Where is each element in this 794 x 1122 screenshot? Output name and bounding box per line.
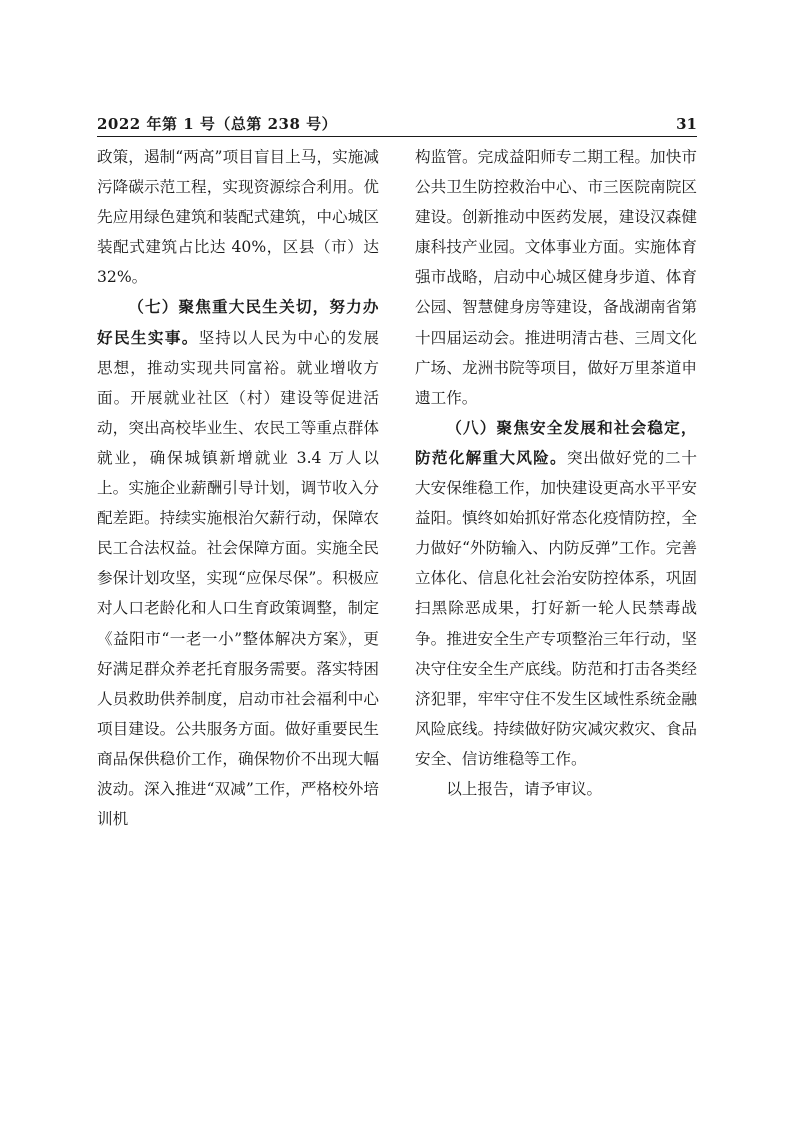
paragraph xyxy=(97,292,379,834)
section-heading: （七）聚焦重大民生关切，努力办好民生实事。 xyxy=(97,297,379,347)
header-divider xyxy=(97,136,697,137)
right-column xyxy=(415,142,697,804)
issue-label: 2022 年第 1 号（总第 238 号） xyxy=(97,115,338,133)
page-number: 31 xyxy=(676,115,697,133)
paragraph xyxy=(415,413,697,774)
paragraph: 政策，遏制“两高”项目盲目上马，实施减污降碳示范工程，实现资源综合利用。优先应用绿色建筑和装配式建筑，中心城区装配式建筑占比达 40%，区县（市）达32%。 xyxy=(97,148,379,287)
paragraph-body: 突出做好党的二十大安保维稳工作，加快建设更高水平平安益阳。慎终如始抓好常态化疫情防控，全力做好“外防输入、内防反弹”工作。完善立体化、信息化社会治安防控体系，巩固扫黑除恶成果，打好新一轮人民禁毒战争。推进安全生产专项整治三年行动，坚决守住安全生产底线。防范和打击各类经济犯罪，牢牢守住不发生区域性系统金融风险底线。持续做好防灾减灾救灾、食品安全、信访维稳等工作。 xyxy=(415,448,697,768)
left-column xyxy=(97,142,379,834)
paragraph: 构监管。完成益阳师专二期工程。加快市公共卫生防控救治中心、市三医院南院区建设。创新推动中医药发展，建设汉森健康科技产业园。文体事业方面。实施体育强市战略，启动中心城区健身步道、体育公园、智慧健身房等建设，备战湖南省第十四届运动会。推进明清古巷、三周文化广场、龙洲书院等项目，做好万里茶道申遗工作。 xyxy=(415,148,697,407)
paragraph-body: 坚持以人民为中心的发展思想，推动实现共同富裕。就业增收方面。开展就业社区（村）建设等促进活动，突出高校毕业生、农民工等重点群体就业，确保城镇新增就业 3.4 万人以上。实施企业薪酬引导计划，调节收入分配差距。持续实施根治欠薪行动，保障农民工合法权益。社会保障方面。实施全民参保计划攻坚，实现“应保尽保”。积极应对人口老龄化和人口生育政策调整，制定《益阳市“一老一小”整体解决方案》，更好满足群众养老托育服务需要。落实特困人员救助供养制度，启动市社会福利中心项目建设。公共服务方面。做好重要民生商品保供稳价工作，确保物价不出现大幅波动。深入推进“双减”工作，严格校外培训机 xyxy=(97,328,379,829)
section-heading: （八）聚焦安全发展和社会稳定，防范化解重大风险。 xyxy=(415,417,697,467)
closing-line: 以上报告，请予审议。 xyxy=(446,779,603,798)
page-header xyxy=(97,113,697,137)
